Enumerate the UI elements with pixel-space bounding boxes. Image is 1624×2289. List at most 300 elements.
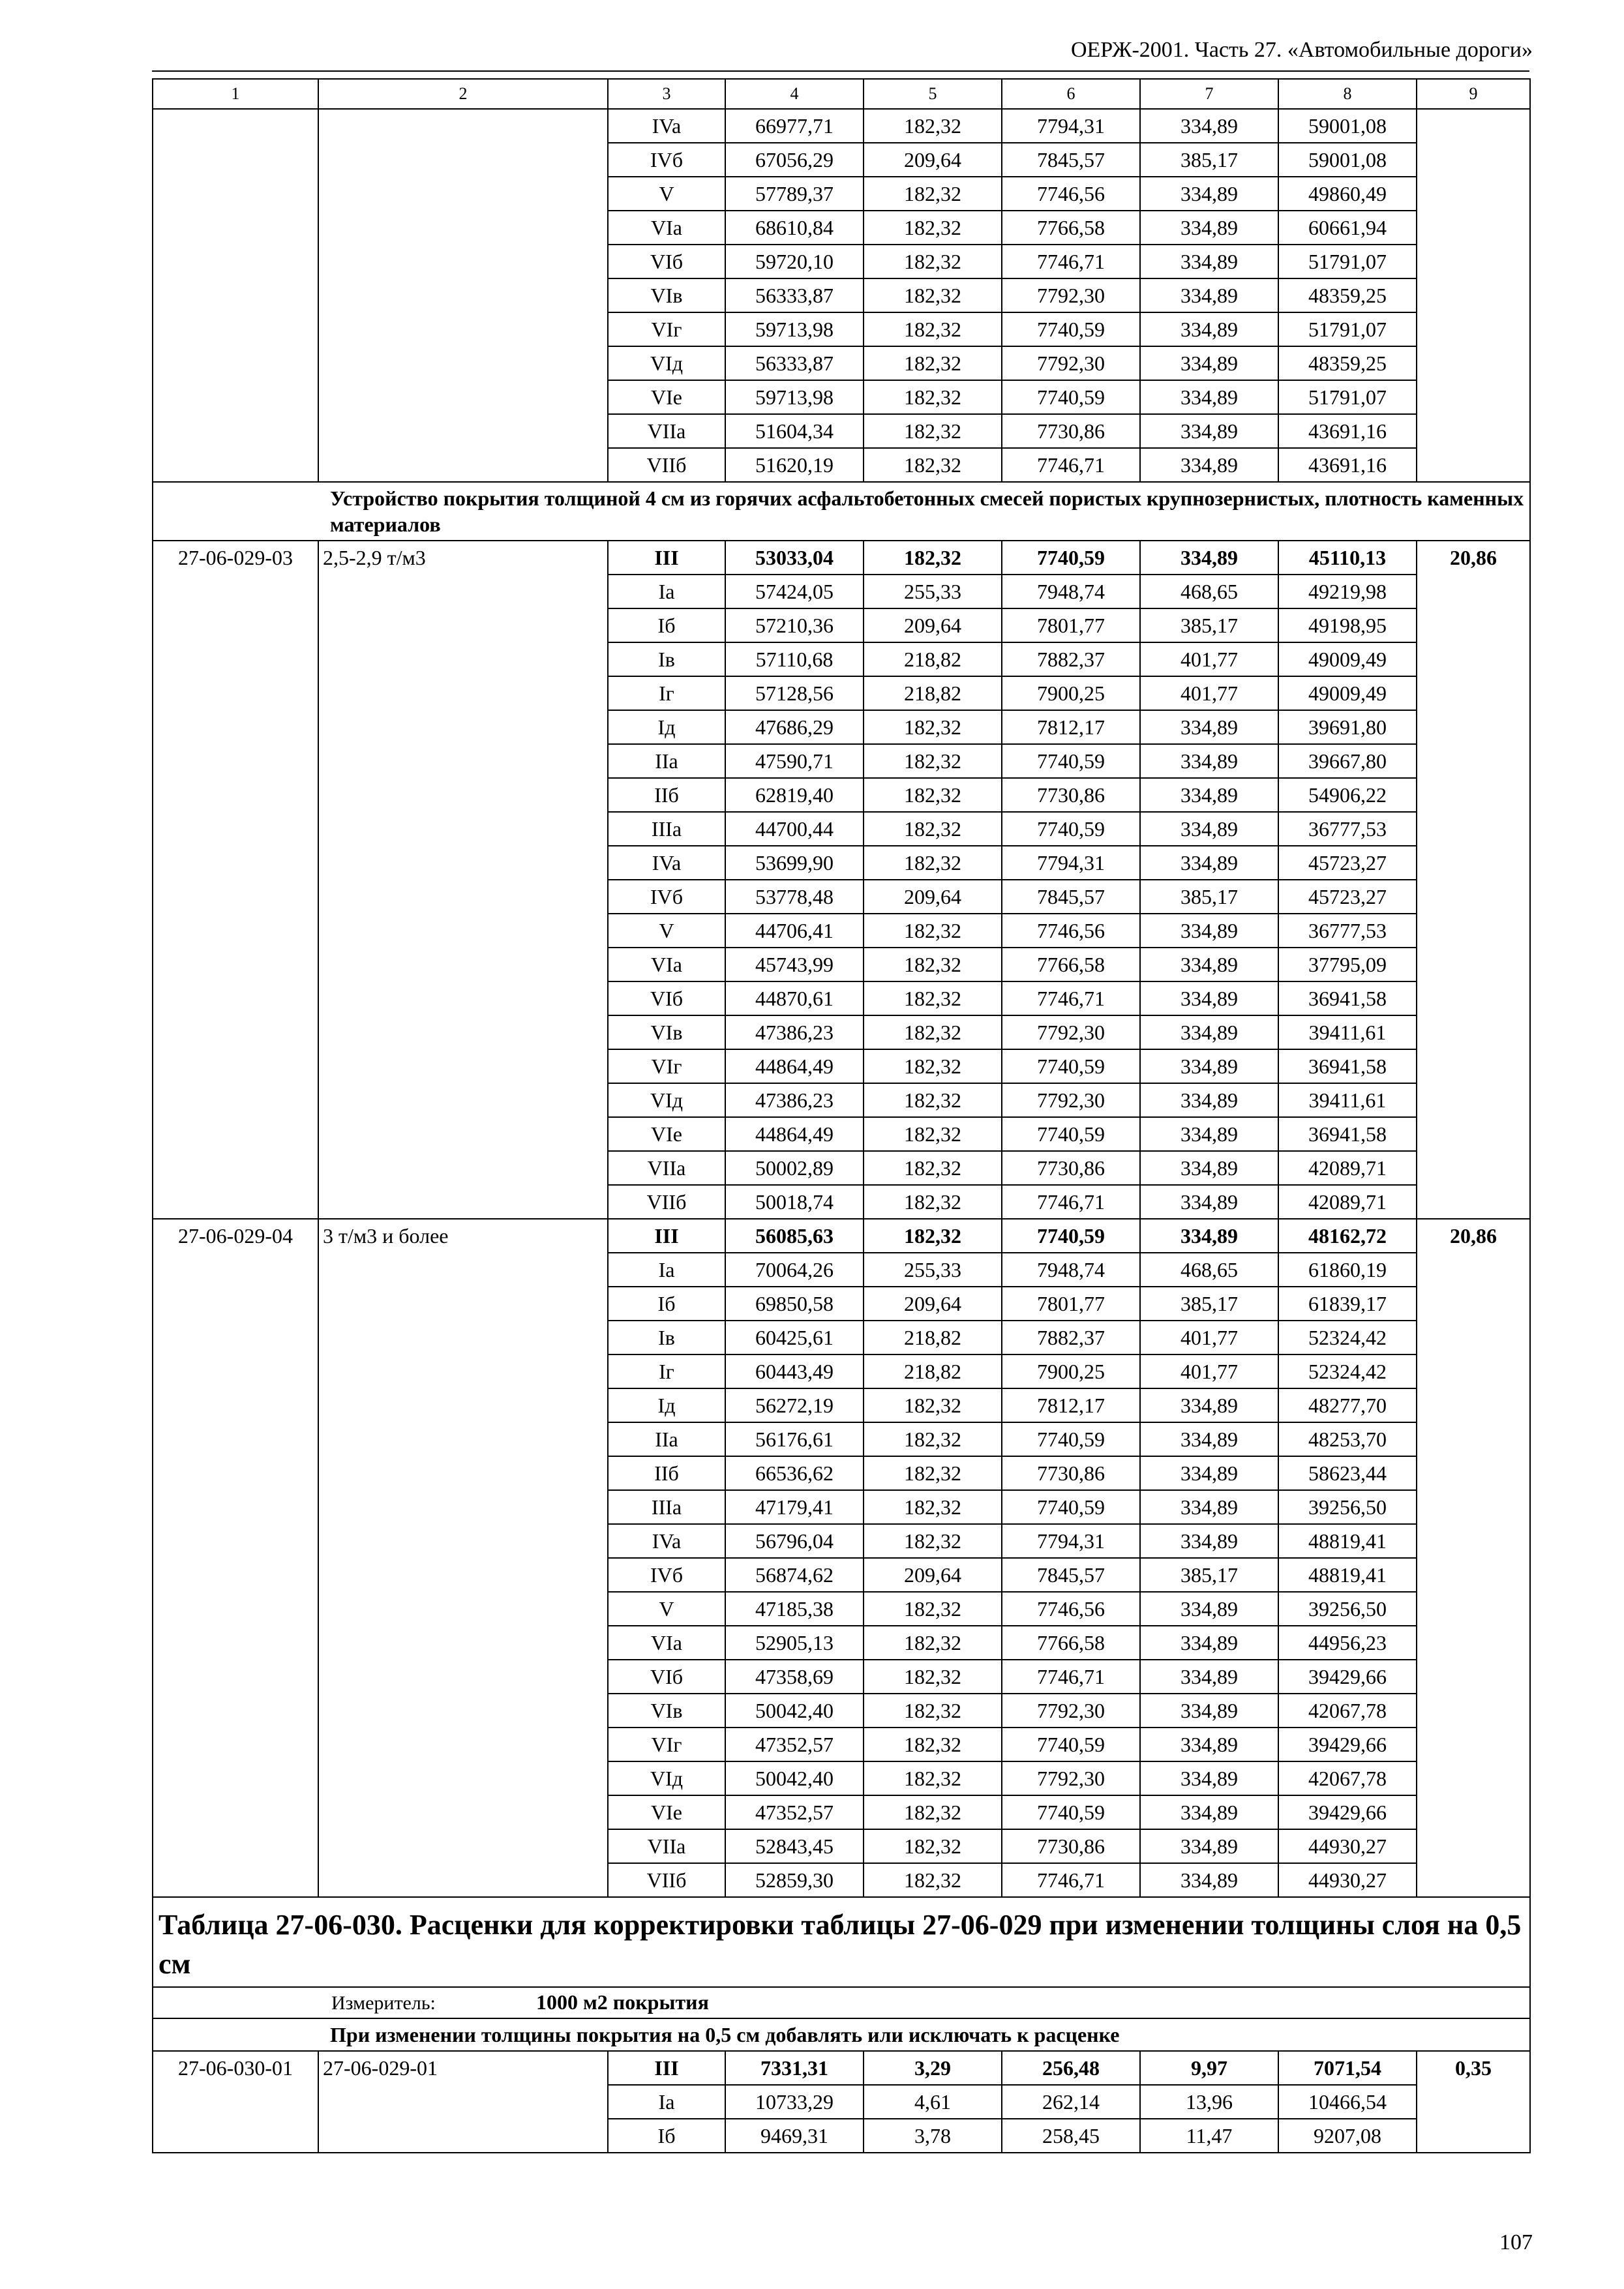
value-cell: 401,77	[1140, 642, 1278, 676]
zone-cell: VIв	[608, 1694, 725, 1728]
value-cell: 182,32	[864, 1829, 1002, 1863]
zone-cell: VIIa	[608, 414, 725, 448]
value-cell: 51791,07	[1278, 245, 1417, 278]
value-cell: 334,89	[1140, 278, 1278, 312]
value-cell: 51791,07	[1278, 380, 1417, 414]
zone-cell: V	[608, 914, 725, 948]
zone-cell: III	[608, 541, 725, 575]
value-cell: 47179,41	[725, 1490, 864, 1524]
value-cell: 7882,37	[1002, 1321, 1140, 1354]
zone-cell: Iг	[608, 676, 725, 710]
value-cell: 334,89	[1140, 1219, 1278, 1253]
value-cell: 334,89	[1140, 1049, 1278, 1083]
value-cell: 182,32	[864, 1049, 1002, 1083]
column-number: 8	[1278, 79, 1417, 109]
value-cell: 334,89	[1140, 846, 1278, 880]
value-cell: 334,89	[1140, 1829, 1278, 1863]
value-cell: 39667,80	[1278, 744, 1417, 778]
value-cell: 334,89	[1140, 1592, 1278, 1626]
value-cell: 334,89	[1140, 1863, 1278, 1897]
value-cell: 7792,30	[1002, 1761, 1140, 1795]
value-cell: 48819,41	[1278, 1558, 1417, 1592]
value-cell: 7730,86	[1002, 414, 1140, 448]
zone-cell: VIв	[608, 1015, 725, 1049]
value-cell: 44956,23	[1278, 1626, 1417, 1660]
value-cell: 182,32	[864, 278, 1002, 312]
value-cell: 334,89	[1140, 778, 1278, 812]
value-cell: 7740,59	[1002, 1728, 1140, 1761]
value-cell: 44870,61	[725, 981, 864, 1015]
value-cell: 182,32	[864, 1795, 1002, 1829]
value-cell: 7331,31	[725, 2051, 864, 2085]
value-cell: 334,89	[1140, 1524, 1278, 1558]
value-cell: 385,17	[1140, 608, 1278, 642]
value-cell: 53033,04	[725, 541, 864, 575]
value-cell: 36777,53	[1278, 812, 1417, 846]
value-cell: 334,89	[1140, 245, 1278, 278]
value-cell: 45723,27	[1278, 880, 1417, 914]
value-cell: 66977,71	[725, 109, 864, 143]
value-cell: 67056,29	[725, 143, 864, 177]
section-heading-row	[153, 482, 1530, 541]
zone-cell: Ia	[608, 575, 725, 608]
rate-name: 2,5-2,9 т/м3	[318, 541, 608, 1219]
value-cell: 334,89	[1140, 1083, 1278, 1117]
value-cell: 45110,13	[1278, 541, 1417, 575]
value-cell: 52324,42	[1278, 1354, 1417, 1388]
value-cell: 47352,57	[725, 1795, 864, 1829]
value-cell: 54906,22	[1278, 778, 1417, 812]
value-cell: 334,89	[1140, 1795, 1278, 1829]
value-cell: 334,89	[1140, 914, 1278, 948]
zone-cell: Iб	[608, 1287, 725, 1321]
value-cell: 48819,41	[1278, 1524, 1417, 1558]
column-number: 4	[725, 79, 864, 109]
value-cell: 468,65	[1140, 1253, 1278, 1287]
zone-cell: Iб	[608, 2119, 725, 2153]
rate-name: 3 т/м3 и более	[318, 1219, 608, 1897]
value-cell: 182,32	[864, 981, 1002, 1015]
value-cell: 7792,30	[1002, 1694, 1140, 1728]
value-cell: 334,89	[1140, 1626, 1278, 1660]
value-cell: 51604,34	[725, 414, 864, 448]
value-cell: 182,32	[864, 1185, 1002, 1219]
zone-cell: IVa	[608, 1524, 725, 1558]
value-cell: 36941,58	[1278, 981, 1417, 1015]
value-cell: 182,32	[864, 1015, 1002, 1049]
value-cell: 7794,31	[1002, 846, 1140, 880]
value-cell: 182,32	[864, 1422, 1002, 1456]
value-cell: 7071,54	[1278, 2051, 1417, 2085]
value-cell: 56796,04	[725, 1524, 864, 1558]
zone-cell: V	[608, 177, 725, 211]
value-cell: 70064,26	[725, 1253, 864, 1287]
value-cell: 52324,42	[1278, 1321, 1417, 1354]
zone-cell: IIб	[608, 778, 725, 812]
value-cell: 334,89	[1140, 744, 1278, 778]
value-cell: 50042,40	[725, 1694, 864, 1728]
value-cell: 39256,50	[1278, 1592, 1417, 1626]
value-cell: 334,89	[1140, 1185, 1278, 1219]
zone-cell: IVб	[608, 143, 725, 177]
value-cell: 334,89	[1140, 710, 1278, 744]
value-cell: 334,89	[1140, 1490, 1278, 1524]
value-cell: 182,32	[864, 778, 1002, 812]
value-cell: 50018,74	[725, 1185, 864, 1219]
zone-cell: VIг	[608, 1049, 725, 1083]
value-cell: 7845,57	[1002, 1558, 1140, 1592]
value-cell: 7900,25	[1002, 1354, 1140, 1388]
value-cell: 4,61	[864, 2085, 1002, 2119]
value-cell: 47590,71	[725, 744, 864, 778]
value-cell: 209,64	[864, 880, 1002, 914]
column-number: 7	[1140, 79, 1278, 109]
value-cell: 69850,58	[725, 1287, 864, 1321]
value-cell: 47386,23	[725, 1083, 864, 1117]
value-cell: 258,45	[1002, 2119, 1140, 2153]
value-cell: 182,32	[864, 1626, 1002, 1660]
value-cell: 47352,57	[725, 1728, 864, 1761]
value-cell: 47358,69	[725, 1660, 864, 1694]
value-cell: 7730,86	[1002, 1829, 1140, 1863]
value-cell: 334,89	[1140, 380, 1278, 414]
labor-cost: 0,35	[1417, 2051, 1530, 2153]
value-cell: 59713,98	[725, 312, 864, 346]
value-cell: 182,32	[864, 1151, 1002, 1185]
zone-cell: IIIa	[608, 812, 725, 846]
value-cell: 7730,86	[1002, 1456, 1140, 1490]
value-cell: 182,32	[864, 1863, 1002, 1897]
rate-name: 27-06-029-01	[318, 2051, 608, 2153]
value-cell: 7740,59	[1002, 1117, 1140, 1151]
value-cell: 51791,07	[1278, 312, 1417, 346]
value-cell: 11,47	[1140, 2119, 1278, 2153]
value-cell: 7845,57	[1002, 880, 1140, 914]
value-cell: 334,89	[1140, 346, 1278, 380]
value-cell: 7740,59	[1002, 1219, 1140, 1253]
value-cell: 7746,71	[1002, 448, 1140, 482]
value-cell: 13,96	[1140, 2085, 1278, 2119]
value-cell: 44930,27	[1278, 1829, 1417, 1863]
value-cell: 50042,40	[725, 1761, 864, 1795]
value-cell: 57128,56	[725, 676, 864, 710]
running-header: ОЕРЖ-2001. Часть 27. «Автомобильные дороги»	[1070, 38, 1533, 62]
value-cell: 7948,74	[1002, 575, 1140, 608]
value-cell: 59713,98	[725, 380, 864, 414]
value-cell: 7801,77	[1002, 608, 1140, 642]
value-cell: 7740,59	[1002, 812, 1140, 846]
value-cell: 7766,58	[1002, 1626, 1140, 1660]
value-cell: 48277,70	[1278, 1388, 1417, 1422]
value-cell: 182,32	[864, 1490, 1002, 1524]
value-cell: 61839,17	[1278, 1287, 1417, 1321]
value-cell: 334,89	[1140, 1660, 1278, 1694]
value-cell: 182,32	[864, 1694, 1002, 1728]
zone-cell: Ia	[608, 2085, 725, 2119]
value-cell: 7740,59	[1002, 380, 1140, 414]
column-number: 2	[318, 79, 608, 109]
value-cell: 7740,59	[1002, 312, 1140, 346]
zone-cell: Iг	[608, 1354, 725, 1388]
value-cell: 48359,25	[1278, 346, 1417, 380]
value-cell: 334,89	[1140, 1422, 1278, 1456]
zone-cell: Iб	[608, 608, 725, 642]
value-cell: 334,89	[1140, 211, 1278, 245]
value-cell: 401,77	[1140, 676, 1278, 710]
value-cell: 182,32	[864, 1388, 1002, 1422]
column-number: 5	[864, 79, 1002, 109]
column-number: 9	[1417, 79, 1530, 109]
table-title: Таблица 27-06-030. Расценки для корректировки таблицы 27-06-029 при изменении толщины слоя на 0,5 см	[153, 1897, 1530, 1987]
value-cell: 182,32	[864, 177, 1002, 211]
zone-cell: VIa	[608, 211, 725, 245]
value-cell: 255,33	[864, 1253, 1002, 1287]
measure-row	[153, 1987, 1530, 2018]
value-cell: 182,32	[864, 1660, 1002, 1694]
value-cell: 7766,58	[1002, 211, 1140, 245]
zone-cell: VIe	[608, 1795, 725, 1829]
measure-value: 1000 м2 покрытия	[536, 1990, 709, 2014]
value-cell: 182,32	[864, 1456, 1002, 1490]
zone-cell: III	[608, 1219, 725, 1253]
zone-cell: VIг	[608, 312, 725, 346]
value-cell: 334,89	[1140, 312, 1278, 346]
value-cell: 44706,41	[725, 914, 864, 948]
value-cell: 36941,58	[1278, 1117, 1417, 1151]
value-cell: 385,17	[1140, 143, 1278, 177]
value-cell: 182,32	[864, 245, 1002, 278]
value-cell: 7792,30	[1002, 1015, 1140, 1049]
zone-cell: VIд	[608, 1083, 725, 1117]
zone-cell: IVб	[608, 880, 725, 914]
value-cell: 7792,30	[1002, 1083, 1140, 1117]
value-cell: 59001,08	[1278, 109, 1417, 143]
section-heading: При изменении толщины покрытия на 0,5 см добавлять или исключать к расценке	[153, 2018, 1530, 2051]
zone-cell: VIe	[608, 380, 725, 414]
value-cell: 42089,71	[1278, 1151, 1417, 1185]
zone-cell: Iв	[608, 1321, 725, 1354]
value-cell: 52905,13	[725, 1626, 864, 1660]
zone-cell: Iд	[608, 710, 725, 744]
value-cell: 7794,31	[1002, 1524, 1140, 1558]
labor-cost: 20,86	[1417, 541, 1530, 1219]
zone-cell: VIв	[608, 278, 725, 312]
value-cell: 42067,78	[1278, 1761, 1417, 1795]
value-cell: 182,32	[864, 914, 1002, 948]
value-cell: 49219,98	[1278, 575, 1417, 608]
value-cell: 49860,49	[1278, 177, 1417, 211]
value-cell: 218,82	[864, 1354, 1002, 1388]
value-cell: 39429,66	[1278, 1728, 1417, 1761]
value-cell: 60443,49	[725, 1354, 864, 1388]
value-cell: 334,89	[1140, 1456, 1278, 1490]
value-cell: 262,14	[1002, 2085, 1140, 2119]
value-cell: 39429,66	[1278, 1660, 1417, 1694]
value-cell: 7730,86	[1002, 778, 1140, 812]
value-cell: 61860,19	[1278, 1253, 1417, 1287]
column-number-row	[153, 79, 1530, 109]
value-cell: 334,89	[1140, 812, 1278, 846]
value-cell: 182,32	[864, 380, 1002, 414]
value-cell: 334,89	[1140, 1151, 1278, 1185]
value-cell: 48359,25	[1278, 278, 1417, 312]
value-cell: 7746,71	[1002, 1863, 1140, 1897]
value-cell: 218,82	[864, 642, 1002, 676]
value-cell: 7746,56	[1002, 177, 1140, 211]
value-cell: 48253,70	[1278, 1422, 1417, 1456]
value-cell: 9469,31	[725, 2119, 864, 2153]
zone-cell: VIe	[608, 1117, 725, 1151]
value-cell: 182,32	[864, 1761, 1002, 1795]
table-row	[153, 109, 1530, 143]
value-cell: 218,82	[864, 676, 1002, 710]
zone-cell: VIб	[608, 245, 725, 278]
value-cell: 182,32	[864, 812, 1002, 846]
value-cell: 7746,71	[1002, 245, 1140, 278]
value-cell: 7794,31	[1002, 109, 1140, 143]
value-cell: 7746,71	[1002, 1185, 1140, 1219]
value-cell: 218,82	[864, 1321, 1002, 1354]
section-heading-row	[153, 2018, 1530, 2051]
value-cell: 59720,10	[725, 245, 864, 278]
value-cell: 209,64	[864, 608, 1002, 642]
table-title-row	[153, 1897, 1530, 1987]
zone-cell: VIIa	[608, 1151, 725, 1185]
value-cell: 182,32	[864, 710, 1002, 744]
value-cell: 7792,30	[1002, 278, 1140, 312]
value-cell: 182,32	[864, 1083, 1002, 1117]
value-cell: 468,65	[1140, 575, 1278, 608]
value-cell: 7792,30	[1002, 346, 1140, 380]
value-cell: 57789,37	[725, 177, 864, 211]
value-cell: 57210,36	[725, 608, 864, 642]
value-cell: 401,77	[1140, 1321, 1278, 1354]
labor-cost: 20,86	[1417, 1219, 1530, 1897]
value-cell: 334,89	[1140, 1015, 1278, 1049]
value-cell: 7740,59	[1002, 1490, 1140, 1524]
section-heading: Устройство покрытия толщиной 4 см из горячих асфальтобетонных смесей пористых крупнозернистых, плотность каменных материалов	[153, 482, 1530, 541]
value-cell: 256,48	[1002, 2051, 1140, 2085]
value-cell: 44864,49	[725, 1049, 864, 1083]
zone-cell: VIa	[608, 1626, 725, 1660]
zone-cell: VIa	[608, 948, 725, 981]
value-cell: 7801,77	[1002, 1287, 1140, 1321]
value-cell: 7812,17	[1002, 1388, 1140, 1422]
value-cell: 334,89	[1140, 109, 1278, 143]
value-cell: 60425,61	[725, 1321, 864, 1354]
value-cell: 385,17	[1140, 1558, 1278, 1592]
rate-code: 27-06-029-04	[153, 1219, 318, 1897]
zone-cell: VIд	[608, 1761, 725, 1795]
value-cell: 42089,71	[1278, 1185, 1417, 1219]
table-row	[153, 541, 1530, 575]
value-cell: 57424,05	[725, 575, 864, 608]
header-rule	[152, 70, 1529, 72]
value-cell: 56874,62	[725, 1558, 864, 1592]
value-cell: 56333,87	[725, 346, 864, 380]
zone-cell: VIг	[608, 1728, 725, 1761]
value-cell: 39691,80	[1278, 710, 1417, 744]
value-cell: 7746,71	[1002, 981, 1140, 1015]
zone-cell: VIIб	[608, 1185, 725, 1219]
value-cell: 182,32	[864, 448, 1002, 482]
value-cell: 9207,08	[1278, 2119, 1417, 2153]
value-cell: 39256,50	[1278, 1490, 1417, 1524]
measure-cell	[153, 1987, 1530, 2018]
rate-name	[318, 109, 608, 482]
value-cell: 182,32	[864, 1219, 1002, 1253]
column-number: 6	[1002, 79, 1140, 109]
value-cell: 7730,86	[1002, 1151, 1140, 1185]
rate-code: 27-06-030-01	[153, 2051, 318, 2153]
value-cell: 7845,57	[1002, 143, 1140, 177]
value-cell: 3,29	[864, 2051, 1002, 2085]
zone-cell: IVa	[608, 846, 725, 880]
zone-cell: VIд	[608, 346, 725, 380]
value-cell: 385,17	[1140, 880, 1278, 914]
zone-cell: IIб	[608, 1456, 725, 1490]
measure-label: Измеритель:	[331, 1992, 436, 2014]
value-cell: 62819,40	[725, 778, 864, 812]
value-cell: 334,89	[1140, 1728, 1278, 1761]
value-cell: 39411,61	[1278, 1015, 1417, 1049]
zone-cell: VIIб	[608, 448, 725, 482]
zone-cell: Iд	[608, 1388, 725, 1422]
value-cell: 182,32	[864, 1728, 1002, 1761]
value-cell: 47686,29	[725, 710, 864, 744]
value-cell: 49009,49	[1278, 642, 1417, 676]
zone-cell: III	[608, 2051, 725, 2085]
value-cell: 44864,49	[725, 1117, 864, 1151]
value-cell: 334,89	[1140, 177, 1278, 211]
value-cell: 182,32	[864, 1524, 1002, 1558]
zone-cell: IIIa	[608, 1490, 725, 1524]
value-cell: 7740,59	[1002, 744, 1140, 778]
table-row	[153, 1219, 1530, 1253]
value-cell: 182,32	[864, 1117, 1002, 1151]
value-cell: 47185,38	[725, 1592, 864, 1626]
rate-code: 27-06-029-03	[153, 541, 318, 1219]
value-cell: 334,89	[1140, 981, 1278, 1015]
value-cell: 7740,59	[1002, 1422, 1140, 1456]
column-number: 1	[153, 79, 318, 109]
value-cell: 182,32	[864, 1592, 1002, 1626]
value-cell: 3,78	[864, 2119, 1002, 2153]
value-cell: 45743,99	[725, 948, 864, 981]
value-cell: 68610,84	[725, 211, 864, 245]
value-cell: 334,89	[1140, 948, 1278, 981]
value-cell: 50002,89	[725, 1151, 864, 1185]
value-cell: 334,89	[1140, 448, 1278, 482]
value-cell: 49198,95	[1278, 608, 1417, 642]
zone-cell: Ia	[608, 1253, 725, 1287]
value-cell: 49009,49	[1278, 676, 1417, 710]
value-cell: 7766,58	[1002, 948, 1140, 981]
value-cell: 7746,71	[1002, 1660, 1140, 1694]
value-cell: 7812,17	[1002, 710, 1140, 744]
zone-cell: VIIa	[608, 1829, 725, 1863]
value-cell: 7746,56	[1002, 1592, 1140, 1626]
table-row	[153, 2051, 1530, 2085]
value-cell: 10733,29	[725, 2085, 864, 2119]
value-cell: 334,89	[1140, 1761, 1278, 1795]
value-cell: 39411,61	[1278, 1083, 1417, 1117]
value-cell: 48162,72	[1278, 1219, 1417, 1253]
value-cell: 182,32	[864, 414, 1002, 448]
value-cell: 182,32	[864, 744, 1002, 778]
value-cell: 44700,44	[725, 812, 864, 846]
value-cell: 182,32	[864, 948, 1002, 981]
